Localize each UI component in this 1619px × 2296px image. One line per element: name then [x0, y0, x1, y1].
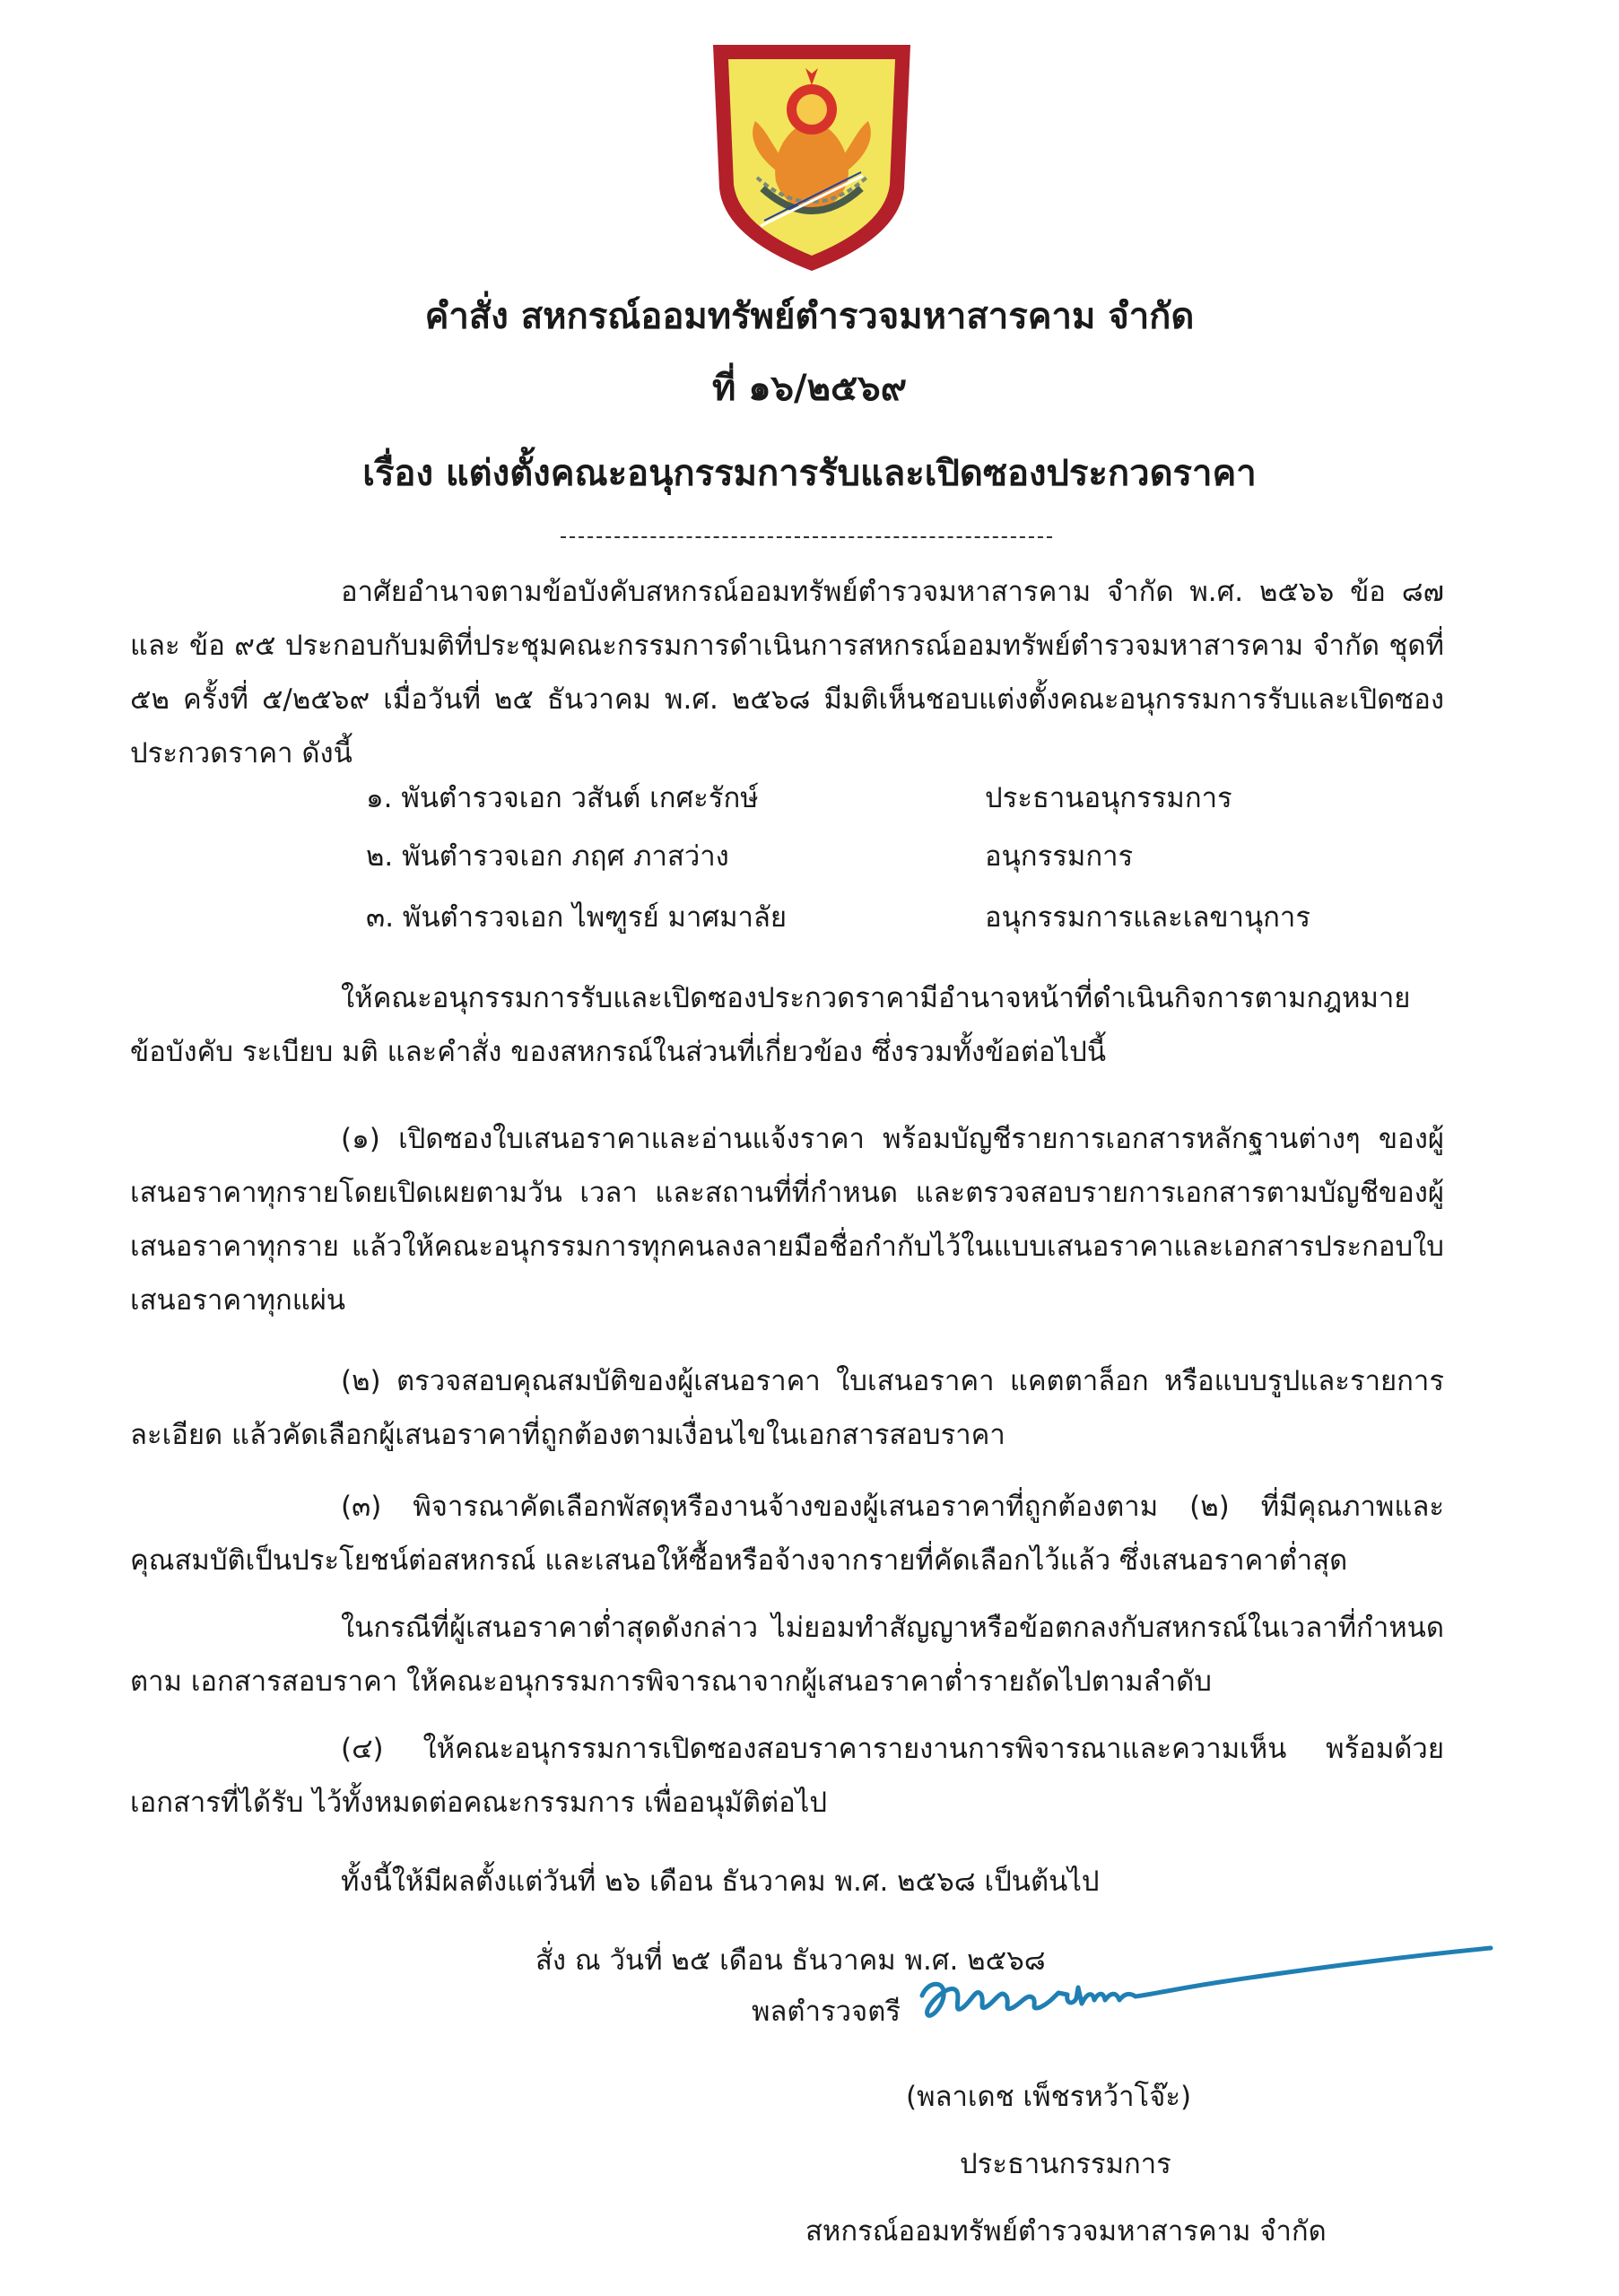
intro-paragraph: อาศัยอำนาจตามข้อบังคับสหกรณ์ออมทรัพย์ตำรวจมหาสารคาม จำกัด พ.ศ. ๒๕๖๖ ข้อ ๘๗ และ ข้อ ๙๕ ประกอบกับมติที่ประชุมคณะกรรมการดำเนินการสหกรณ์ออมทรัพย์ตำรวจมหาสารคาม จำกัด ชุดที่ ๕๒ ครั้งที่ ๕/๒๕๖๙ เมื่อวันที่ ๒๕ ธันวาคม พ.ศ. ๒๕๖๘ มีมติเห็นชอบแต่งตั้งคณะอนุกรรมการรับและเปิดซองประกวดราคา ดังนี้	[130, 576, 1444, 770]
effective-date: ทั้งนี้ให้มีผลตั้งแต่วันที่ ๒๖ เดือน ธันวาคม พ.ศ. ๒๕๖๘ เป็นต้นไป	[341, 1866, 1100, 1898]
title-divider	[561, 536, 1052, 538]
member-2-role: อนุกรรมการ	[985, 840, 1134, 873]
member-2-name: ๒. พันตำรวจเอก ภฤศ ภาสว่าง	[366, 840, 729, 873]
duty-3b-paragraph: ในกรณีที่ผู้เสนอราคาต่ำสุดดังกล่าว ไม่ยอมทำสัญญาหรือข้อตกลงกับสหกรณ์ในเวลาที่กำหนดตาม เอกสารสอบราคา ให้คณะอนุกรรมการพิจารณาจากผู้เสนอราคาต่ำรายถัดไปตามลำดับ	[130, 1612, 1444, 1698]
order-number: ที่ ๑๖/๒๕๖๙	[711, 368, 907, 409]
duty-1-paragraph: (๑) เปิดซองใบเสนอราคาและอ่านแจ้งราคา พร้อมบัญชีรายการเอกสารหลักฐานต่างๆ ของผู้เสนอราคาทุกรายโดยเปิดเผยตามวัน เวลา และสถานที่ที่กำหนด และตรวจสอบรายการเอกสารตามบัญชีของผู้เสนอราคาทุกราย แล้วให้คณะอนุกรรมการทุกคนลงลายมือชื่อกำกับไว้ในแบบเสนอราคาและเอกสารประกอบใบเสนอราคาทุกแผ่น	[130, 1123, 1444, 1317]
signer-name: (พลาเดช เพ็ชรหว้าโจ๊ะ)	[906, 2081, 1192, 2113]
member-1-name: ๑. พันตำรวจเอก วสันต์ เกศะรักษ์	[366, 782, 759, 814]
ordered-date: สั่ง ณ วันที่ ๒๕ เดือน ธันวาคม พ.ศ. ๒๕๖๘	[535, 1944, 1046, 1977]
signer-organization: สหกรณ์ออมทรัพย์ตำรวจมหาสารคาม จำกัด	[805, 2215, 1327, 2248]
member-3-role: อนุกรรมการและเลขานุการ	[985, 901, 1310, 934]
member-3-name: ๓. พันตำรวจเอก ไพฑูรย์ มาศมาลัย	[366, 901, 788, 934]
handwritten-signature	[915, 1937, 1498, 2036]
order-title: คำสั่ง สหกรณ์ออมทรัพย์ตำรวจมหาสารคาม จำกัด	[424, 296, 1195, 337]
duty-2-paragraph: (๒) ตรวจสอบคุณสมบัติของผู้เสนอราคา ใบเสนอราคา แคตตาล็อก หรือแบบรูปและรายการละเอียด แล้วคัดเลือกผู้เสนอราคาที่ถูกต้องตามเงื่อนไขในเอกสารสอบราคา	[130, 1365, 1444, 1451]
member-1-role: ประธานอนุกรรมการ	[985, 782, 1232, 814]
duty-4-paragraph: (๔) ให้คณะอนุกรรมการเปิดซองสอบราคารายงานการพิจารณาและความเห็น พร้อมด้วยเอกสารที่ได้รับ ไว้ทั้งหมดต่อคณะกรรมการ เพื่ออนุมัติต่อไป	[130, 1733, 1444, 1819]
signer-position: ประธานกรรมการ	[960, 2148, 1171, 2180]
cooperative-logo	[700, 36, 924, 278]
order-subject: เรื่อง แต่งตั้งคณะอนุกรรมการรับและเปิดซองประกวดราคา	[362, 453, 1257, 494]
signer-rank: พลตำรวจตรี	[752, 1996, 901, 2028]
duty-3-paragraph: (๓) พิจารณาคัดเลือกพัสดุหรืองานจ้างของผู้เสนอราคาที่ถูกต้องตาม (๒) ที่มีคุณภาพและคุณสมบัติเป็นประโยชน์ต่อสหกรณ์ และเสนอให้ซื้อหรือจ้างจากรายที่คัดเลือกไว้แล้ว ซึ่งเสนอราคาต่ำสุด	[130, 1491, 1444, 1577]
duty-intro-paragraph: ให้คณะอนุกรรมการรับและเปิดซองประกวดราคามีอำนาจหน้าที่ดำเนินกิจการตามกฎหมาย ข้อบังคับ ระเบียบ มติ และคำสั่ง ของสหกรณ์ในส่วนที่เกี่ยวข้อง ซึ่งรวมทั้งข้อต่อไปนี้	[130, 982, 1411, 1068]
